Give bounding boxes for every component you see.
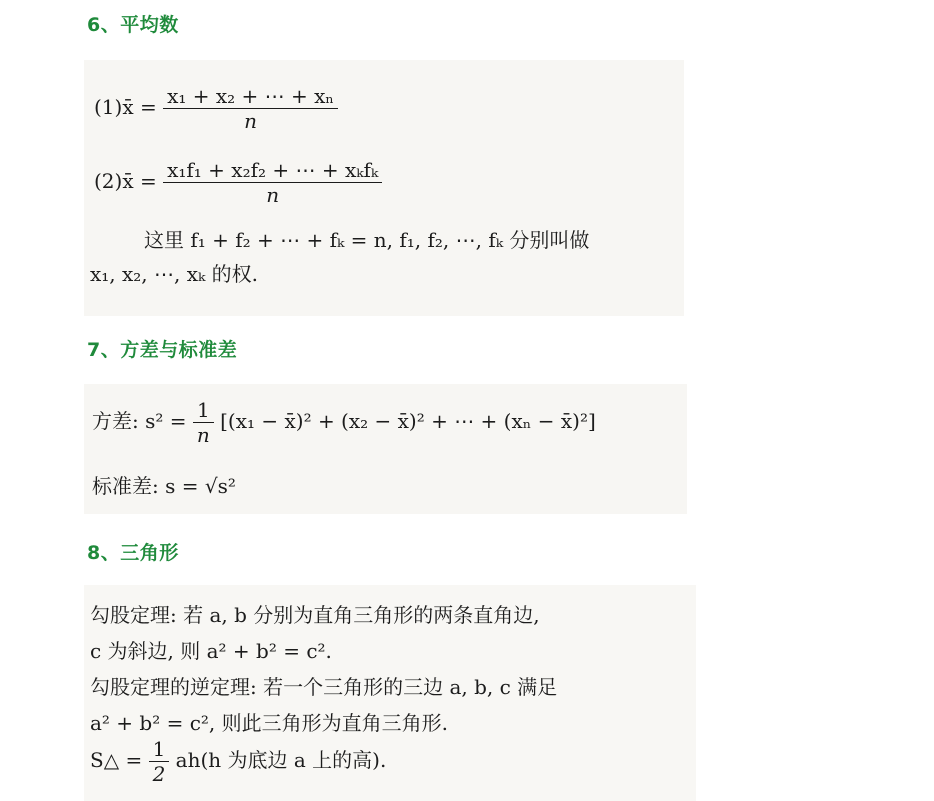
variance-prefix: 方差: s² = (92, 409, 187, 433)
pythagorean-text-1: 勾股定理: 若 a, b 分别为直角三角形的两条直角边, (90, 603, 540, 627)
area-numerator: 1 (149, 737, 170, 762)
triangle-area-formula (90, 737, 386, 786)
pythagorean-converse-text-2: a² + b² = c², 则此三角形为直角三角形. (90, 711, 448, 735)
formula-mean-2 (94, 158, 382, 207)
area-prefix: S△ = (90, 748, 143, 772)
pythagorean-converse-text-1: 勾股定理的逆定理: 若一个三角形的三边 a, b, c 满足 (90, 675, 558, 699)
area-fraction (149, 737, 170, 786)
formula-mean-1-fraction (163, 84, 338, 133)
section-heading-mean: 6、平均数 (87, 14, 179, 36)
formula-image-variance (84, 384, 687, 514)
formula-mean-2-fraction (163, 158, 382, 207)
variance-rest: [(x₁ − x̄)² + (x₂ − x̄)² + ⋯ + (xₙ − x̄)²] (220, 409, 596, 433)
section-heading-triangle: 8、三角形 (87, 542, 179, 564)
formula-image-mean (84, 60, 684, 316)
section-heading-variance: 7、方差与标准差 (87, 339, 238, 361)
variance-fraction (193, 398, 214, 447)
area-rest: ah(h 为底边 a 上的高). (175, 748, 387, 772)
formula-variance (92, 398, 596, 447)
formula-mean-1 (94, 84, 338, 133)
formula-std-deviation: 标准差: s = √s² (92, 474, 236, 498)
pythagorean-text-2: c 为斜边, 则 a² + b² = c². (90, 639, 332, 663)
formula-mean-2-numerator: x₁f₁ + x₂f₂ + ⋯ + xₖfₖ (163, 158, 382, 183)
weights-text-2: x₁, x₂, ⋯, xₖ 的权. (90, 262, 259, 286)
formula-mean-1-numerator: x₁ + x₂ + ⋯ + xₙ (163, 84, 338, 109)
formula-image-triangle (84, 585, 696, 801)
formula-mean-1-prefix: (1)x̄ = (94, 95, 157, 119)
variance-numerator: 1 (193, 398, 214, 423)
formula-mean-2-denominator: n (266, 183, 280, 207)
formula-mean-2-prefix: (2)x̄ = (94, 169, 157, 193)
area-denominator: 2 (152, 762, 166, 786)
formula-mean-1-denominator: n (244, 109, 258, 133)
weights-text-1: 这里 f₁ + f₂ + ⋯ + fₖ = n, f₁, f₂, ⋯, fₖ 分别叫做 (144, 228, 590, 252)
variance-denominator: n (196, 423, 210, 447)
